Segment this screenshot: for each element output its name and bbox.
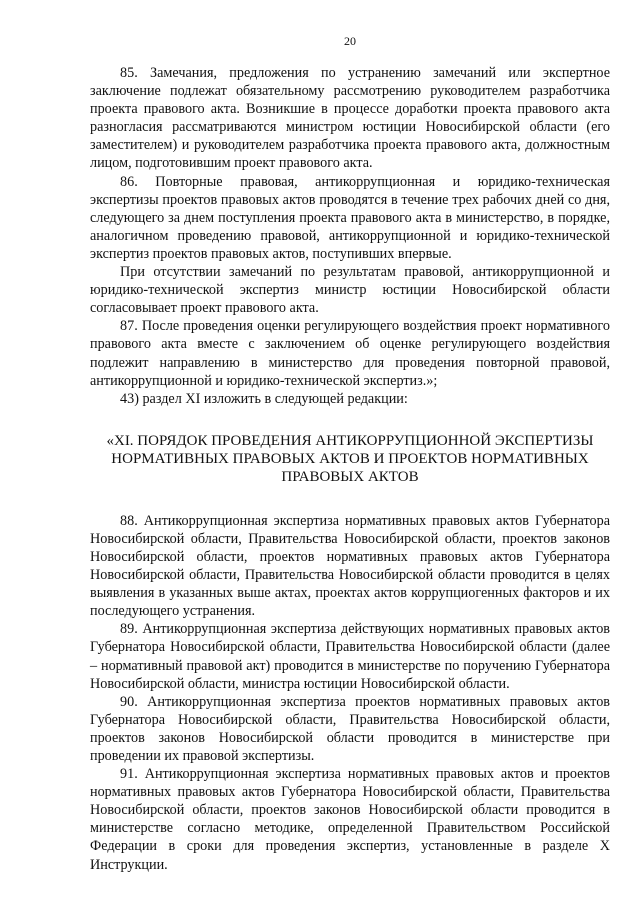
paragraph-86: 86. Повторные правовая, антикоррупционная и юридико-техническая экспертизы проектов правовых актов проводятся в течение трех рабочих дней со дня, следующего за днем поступления проекта правового акта в министерство, в порядке, аналогичном проведению правовой, антикоррупционной и юридико-технической экспертиз проектов правовых актов, поступивших впервые. — [90, 173, 610, 262]
paragraph-85: 85. Замечания, предложения по устранению замечаний или экспертное заключение подлежат обязательному рассмотрению руководителем разработчика проекта правового акта. Возникшие в процессе доработки проекта правового акта разногласия рассматриваются министром юстиции Новосибирской области (его заместителем) и руководителем разработчика проекта правового акта, должностным лицом, подготовившим проект правового акта. — [90, 65, 610, 172]
paragraph-91: 91. Антикоррупционная экспертиза нормативных правовых актов и проектов нормативных правовых актов Губернатора Новосибирской области, Правительства Новосибирской области, проектов законов Новосибирской области проводится в министерстве согласно методике, определенной Правительством Российской Федерации в сроки для проведения экспертиз, установленные в разделе X Инструкции. — [90, 766, 610, 873]
paragraph-item-43: 43) раздел XI изложить в следующей редакции: — [120, 390, 408, 407]
paragraph-89: 89. Антикоррупционная экспертиза действующих нормативных правовых актов Губернатора Новосибирской области, Правительства Новосибирской области (далее – нормативный правовой акт) проводится в министерстве по поручению Губернатора Новосибирской области, министра юстиции Новосибирской области. — [90, 621, 610, 692]
section-heading: «XI. ПОРЯДОК ПРОВЕДЕНИЯ АНТИКОРРУПЦИОННОЙ ЭКСПЕРТИЗЫ НОРМАТИВНЫХ ПРАВОВЫХ АКТОВ И ПРОЕКТОВ НОРМАТИВНЫХ ПРАВОВЫХ АКТОВ — [106, 432, 594, 485]
page-number: 20 — [344, 34, 356, 48]
paragraph-90: 90. Антикоррупционная экспертиза проектов нормативных правовых актов Губернатора Новосибирской области, Правительства Новосибирской области, проектов законов Новосибирской области проводится в министерстве при проведении их правовой экспертизы. — [90, 693, 610, 764]
paragraph-87: 87. После проведения оценки регулирующего воздействия проект нормативного правового акта вместе с заключением об оценке регулирующего воздействия подлежит направлению в министерство для проведения повторной правовой, антикоррупционной и юридико-технической экспертиз.»; — [90, 318, 610, 389]
paragraph-88: 88. Антикоррупционная экспертиза нормативных правовых актов Губернатора Новосибирской области, Правительства Новосибирской области, проектов законов Новосибирской области, проектов нормативных правовых актов Губернатора Новосибирской области, Правительства Новосибирской области проводится в целях выявления в указанных выше актах, проектах актов коррупциогенных факторов и их последующего устранения. — [90, 512, 610, 620]
paragraph-86-continuation: При отсутствии замечаний по результатам правовой, антикоррупционной и юридико-технической экспертиз министр юстиции Новосибирской области согласовывает проект правового акта. — [90, 264, 610, 317]
document-page — [90, 34, 610, 874]
